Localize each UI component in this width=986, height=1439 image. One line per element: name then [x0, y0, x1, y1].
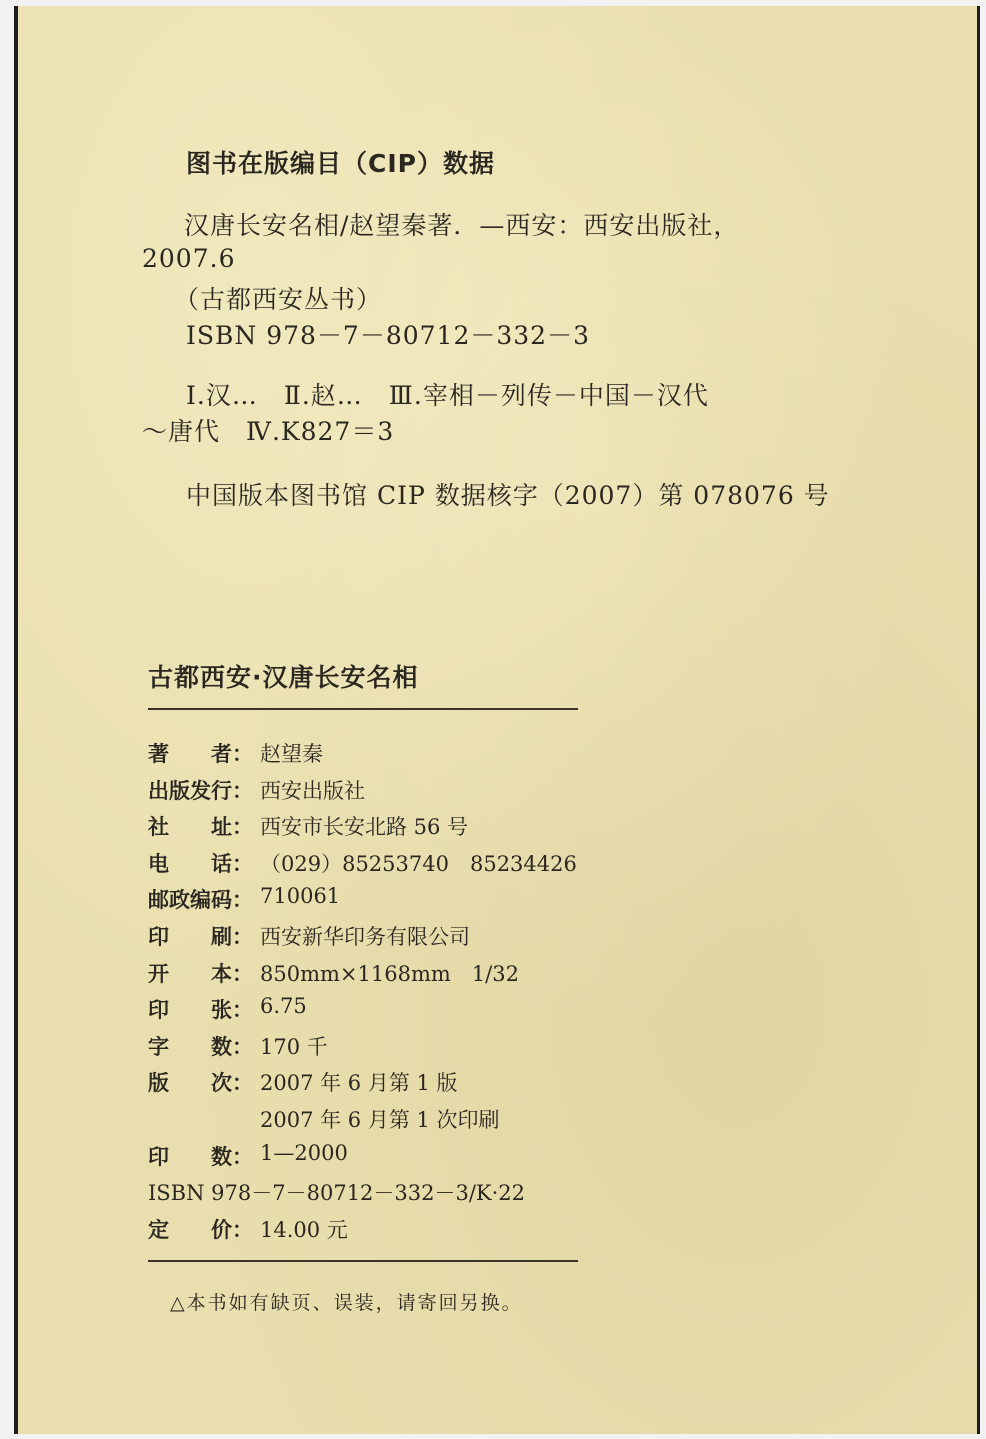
spec-value: 710061 — [260, 884, 341, 909]
spec-label: 出版发行： — [148, 778, 253, 803]
spec-label: 版 次： — [148, 1071, 253, 1096]
spec-value: 2007 年 6 月第 1 次印刷 — [260, 1107, 500, 1132]
cip-line-title-publisher: 汉唐长安名相/赵望秦著．—西安：西安出版社， — [184, 211, 740, 240]
copyright-page — [14, 6, 980, 1434]
spec-label: 社 址： — [148, 815, 253, 840]
spec-value: 西安新华印务有限公司 — [260, 924, 470, 949]
cip-line-isbn: ISBN 978－7－80712－332－3 — [186, 321, 590, 350]
spec-value: ISBN 978－7－80712－332－3/K·22 — [148, 1181, 526, 1206]
spec-value: 西安市长安北路 56 号 — [260, 815, 469, 840]
spec-label: 字 数： — [148, 1034, 253, 1059]
spec-value: 850mm×1168mm 1/32 — [260, 961, 519, 986]
spec-label: 开 本： — [148, 961, 253, 986]
cip-line-subjects: Ⅰ.汉… Ⅱ.赵… Ⅲ.宰相－列传－中国－汉代 — [186, 381, 709, 410]
divider-top — [148, 708, 578, 710]
cip-line-classification: ～唐代 Ⅳ.K827＝3 — [142, 417, 395, 446]
divider-bottom — [148, 1260, 578, 1262]
spec-value: 1—2000 — [260, 1140, 348, 1165]
spec-label: 电 话： — [148, 851, 253, 876]
cip-line-date: 2007.6 — [142, 244, 236, 273]
spec-label: 印 数： — [148, 1144, 253, 1169]
spec-value: （029）85253740 85234426 — [260, 851, 577, 876]
spec-value: 14.00 元 — [260, 1217, 348, 1242]
cip-line-series: （古都西安丛书） — [174, 285, 383, 314]
spec-label: 邮政编码： — [148, 888, 253, 913]
spec-value: 170 千 — [260, 1034, 328, 1059]
spec-label: 著 者： — [148, 742, 253, 766]
spec-value: 西安出版社 — [260, 778, 365, 803]
spec-label: 印 张： — [148, 998, 253, 1023]
cip-heading: 图书在版编目（CIP）数据 — [186, 149, 495, 178]
spec-value: 6.75 — [260, 994, 307, 1019]
book-title: 古都西安·汉唐长安名相 — [148, 663, 419, 692]
spec-value: 2007 年 6 月第 1 版 — [260, 1071, 458, 1096]
replacement-notice: △本书如有缺页、误装，请寄回另换。 — [170, 1292, 523, 1314]
spec-label: 定 价： — [148, 1217, 253, 1242]
spec-label: 印 刷： — [148, 924, 253, 949]
spec-value: 赵望秦 — [260, 742, 323, 766]
cip-line-library-record: 中国版本图书馆 CIP 数据核字（2007）第 078076 号 — [186, 481, 830, 510]
